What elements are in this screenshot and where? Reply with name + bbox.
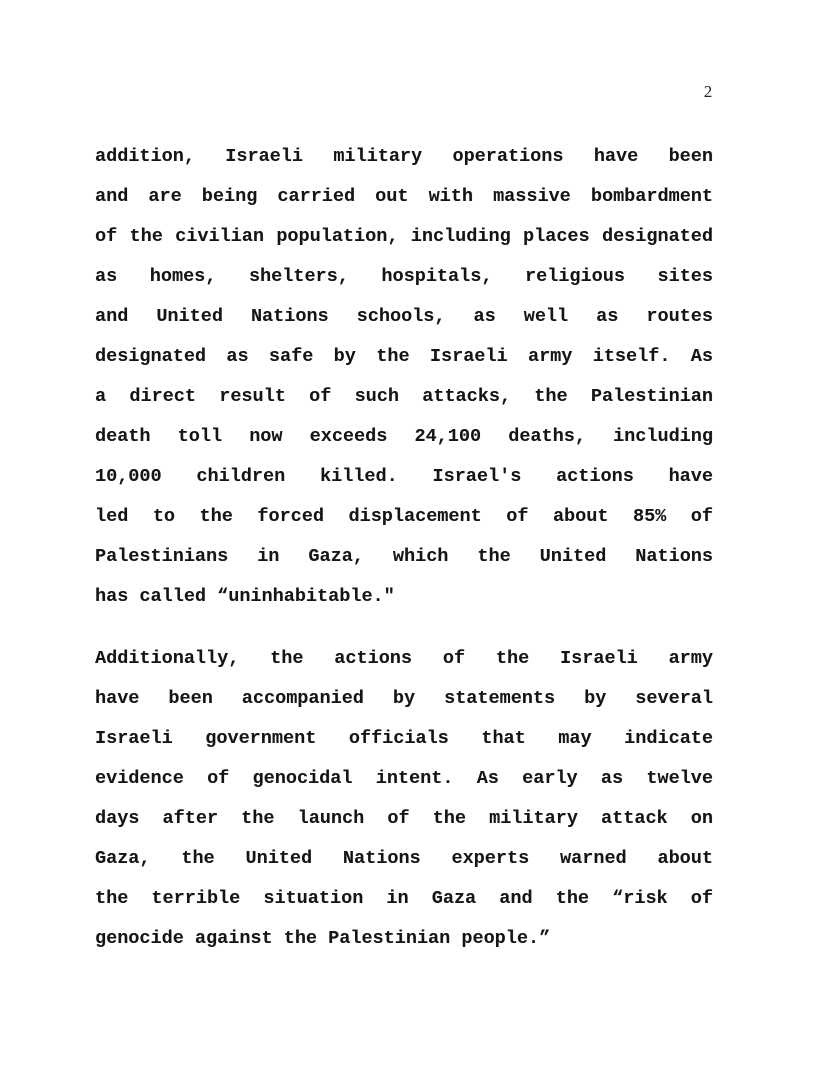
- text-line: and United Nations schools, as well as routes: [95, 306, 713, 327]
- document-body: [95, 137, 713, 959]
- text-line: has called “uninhabitable.": [95, 586, 395, 607]
- text-line: have been accompanied by statements by several: [95, 688, 713, 709]
- text-line: as homes, shelters, hospitals, religious sites: [95, 266, 713, 287]
- text-line: led to the forced displacement of about 85% of: [95, 506, 713, 527]
- text-line: of the civilian population, including places designated: [95, 226, 713, 247]
- text-line: days after the launch of the military attack on: [95, 808, 713, 829]
- text-line: Gaza, the United Nations experts warned about: [95, 848, 713, 869]
- text-line: genocide against the Palestinian people.”: [95, 928, 551, 949]
- text-line: addition, Israeli military operations have been: [95, 146, 713, 167]
- page-number: 2: [703, 82, 713, 101]
- text-line: Palestinians in Gaza, which the United Nations: [95, 546, 713, 567]
- paragraph-2: [95, 639, 713, 959]
- text-line: a direct result of such attacks, the Palestinian: [95, 386, 713, 407]
- text-line: Israeli government officials that may indicate: [95, 728, 713, 749]
- paragraph-1: [95, 137, 713, 617]
- text-line: death toll now exceeds 24,100 deaths, including: [95, 426, 713, 447]
- text-line: and are being carried out with massive bombardment: [95, 186, 713, 207]
- text-line: Additionally, the actions of the Israeli army: [95, 648, 713, 669]
- text-line: 10,000 children killed. Israel's actions have: [95, 466, 713, 487]
- text-line: the terrible situation in Gaza and the “risk of: [95, 888, 713, 909]
- text-line: evidence of genocidal intent. As early as twelve: [95, 768, 713, 789]
- text-line: designated as safe by the Israeli army itself. As: [95, 346, 713, 367]
